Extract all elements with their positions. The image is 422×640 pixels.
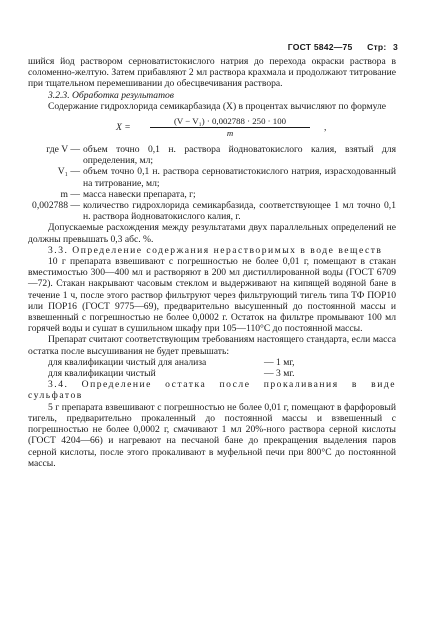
definition-symbol: где V — — [46, 144, 80, 156]
formula-lhs: X = — [116, 122, 131, 134]
page-number: 3 — [393, 42, 398, 52]
definition-text: масса навески препарата, г; — [83, 188, 196, 200]
section-3-4-heading: 3.4. Определение остатка после прокаливания в виде сульфатов — [28, 379, 396, 402]
standard-number: ГОСТ 5842—75 — [287, 42, 353, 52]
section-3-3-heading: 3.3. Определение содержания нерастворимых в воде веществ — [48, 244, 383, 256]
section-3-4-text: 5 г препарата взвешивают с погрешностью не более 0,01 г, помещают в фарфоровый тигель, предварительно прокаленный до постоянной массы и взвешенный с погрешностью не более 0,0002 г, смачивают 1 мл 20%-ного раствора серной кислоты (ГОСТ 4204—66) и нагревают на песчаной бане до прекращения выделения паров серной кислоты, после этого прокаливают в муфельной печи при 800°С до постоянной массы. — [28, 401, 396, 469]
definition-symbol: 0,002788 — — [32, 200, 80, 212]
definition-text: количество гидрохлорида семикарбазида, соответствующее 1 мл точно 0,1 н. раствора йодноватокислого калия, г. — [83, 200, 396, 223]
definition-symbol: m — — [60, 188, 80, 200]
formula-numerator: (V − V₁) · 0,002788 · 250 · 100 — [150, 116, 310, 128]
definition-symbol: V₁ — — [57, 166, 80, 178]
limit-value: — 3 мг. — [264, 368, 295, 380]
limits-list — [28, 357, 396, 379]
section-3-2-3-heading: 3.2.3. Обработка результатов — [48, 89, 174, 101]
page-header — [288, 42, 398, 53]
conformity-paragraph: Препарат считают соответствующим требованиям настоящего стандарта, если масса остатка после высушивания не будет превышать: — [28, 334, 396, 357]
list-item — [48, 368, 396, 379]
formula-comma: , — [324, 122, 327, 134]
definition-m — [28, 189, 396, 200]
definition-v1 — [28, 166, 396, 188]
definition-text: объем точно 0,1 н. раствора йодноватокислого калия, взятый для определения, мл; — [83, 144, 396, 167]
section-3-3-text: 10 г препарата взвешивают с погрешностью не более 0,01 г, помещают в стакан вместимостью 300—400 мл и растворяют в 200 мл дистиллированной воды (ГОСТ 6709—72). Стакан накрывают часовым стеклом и выдерживают на кипящей водяной бане в течение 1 ч, после этого раствор фильтруют через фильтрующий тигель типа ТФ ПОР10 или ПОР16 (ГОСТ 9775—69), предварительно высушенный до постоянной массы и взвешенный с погрешностью не более 0,0002 г. Остаток на фильтре промывают 100 мл горячей воды и сушат в сушильном шкафу при 105—110°С до постоянной массы. — [28, 256, 396, 335]
tolerance-paragraph: Допускаемые расхождения между результатами двух параллельных определений не должны превышать 0,3 абс. %. — [28, 222, 396, 245]
calculation-text: Содержание гидрохлорида семикарбазида (X) в процентах вычисляют по формуле — [48, 100, 387, 112]
formula-denominator: m — [226, 128, 234, 139]
page-body — [28, 56, 396, 469]
limit-label: для квалификации чистый для анализа — [48, 356, 207, 368]
formula-fraction — [150, 116, 310, 138]
limit-label: для квалификации чистый — [48, 368, 156, 380]
limit-value: — 1 мг, — [264, 356, 295, 368]
definition-coefficient — [28, 200, 396, 222]
intro-paragraph: шийся йод раствором серноватистокислого натрия до перехода окраски раствора в соломенно-желтую. Затем прибавляют 2 мл раствора крахмала и продолжают титрование при тщательном перемешивании до обесцвечивания раствора. — [28, 56, 396, 90]
content-formula — [28, 116, 396, 138]
definition-v — [28, 144, 396, 166]
definition-text: объем точно 0,1 н. раствора серноватистокислого натрия, израсходованный на титрование, мл; — [83, 166, 396, 189]
page-label: Стр: — [367, 42, 387, 52]
list-item — [48, 357, 396, 368]
